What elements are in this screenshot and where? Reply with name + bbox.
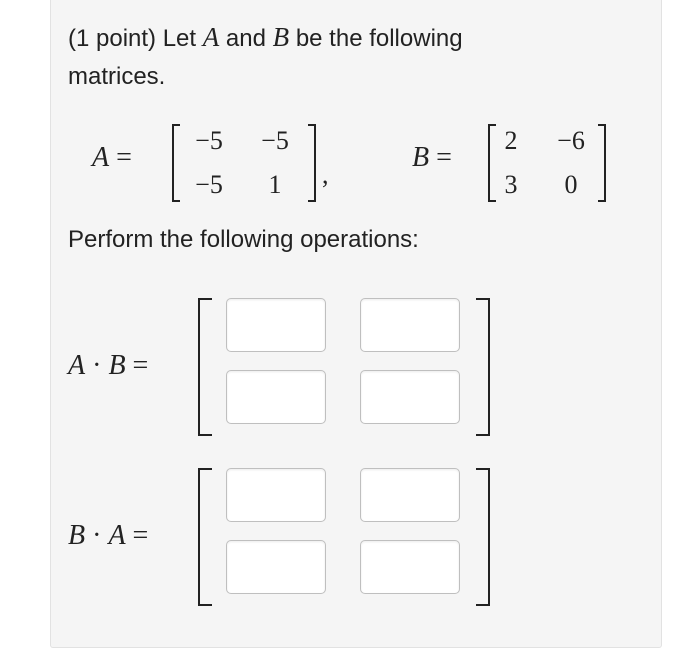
problem-statement (68, 18, 588, 96)
matrix-b-cell: −6 (557, 126, 585, 155)
answer-ba-r1c2-input[interactable] (360, 468, 460, 522)
instruction-text: Perform the following operations: (68, 226, 419, 253)
matrix-b-cell: 2 (504, 126, 518, 155)
matrix-a-cell: −5 (195, 170, 223, 199)
matrix-b-cell: 3 (504, 170, 518, 199)
var-a: A (202, 22, 220, 52)
problem-suffix: be the following (295, 25, 463, 52)
answer-ab-r2c1-input[interactable] (226, 370, 326, 424)
matrix-b-label: B = (412, 142, 452, 173)
answer-ab-label: A · B = (68, 350, 149, 381)
answer-ba-label: B · A = (68, 520, 149, 551)
and-word: and (225, 25, 266, 52)
answer-ba-right-bracket (476, 468, 490, 606)
problem-prefix: (1 point) Let (68, 25, 197, 52)
answer-ab-right-bracket (476, 298, 490, 436)
answer-ba-left-bracket (198, 468, 212, 606)
matrix-a-left-bracket (172, 124, 180, 202)
answer-ab-left-bracket (198, 298, 212, 436)
answer-ab-r1c1-input[interactable] (226, 298, 326, 352)
matrix-b-right-bracket (598, 124, 606, 202)
problem-line2: matrices. (68, 63, 166, 90)
matrix-a-cell: −5 (261, 126, 289, 155)
matrix-a-label: A = (92, 142, 132, 173)
matrix-separator: , (322, 160, 329, 189)
matrix-a-cell: −5 (195, 126, 223, 155)
matrix-a-right-bracket (308, 124, 316, 202)
matrix-a-cell: 1 (268, 170, 282, 199)
answer-ba-r1c1-input[interactable] (226, 468, 326, 522)
answer-ab-r2c2-input[interactable] (360, 370, 460, 424)
answer-ba-r2c2-input[interactable] (360, 540, 460, 594)
var-b: B (272, 22, 290, 52)
answer-ba-r2c1-input[interactable] (226, 540, 326, 594)
matrix-b-cell: 0 (564, 170, 578, 199)
answer-ab-r1c2-input[interactable] (360, 298, 460, 352)
